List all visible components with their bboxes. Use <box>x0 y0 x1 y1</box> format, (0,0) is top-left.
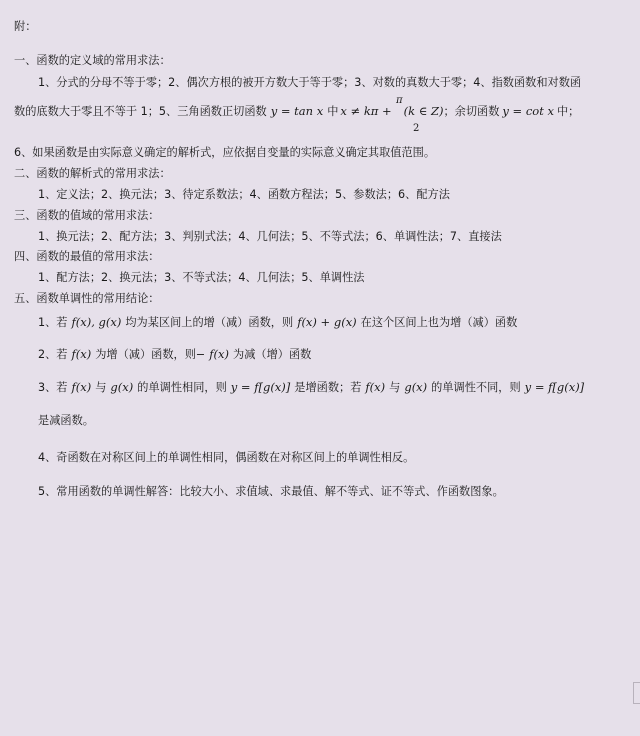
math-composite: y = f[g(x)] <box>230 380 291 394</box>
text: 2、若 <box>38 348 68 361</box>
text: 为减（增）函数 <box>233 348 312 361</box>
section-1-line-2 <box>14 104 579 119</box>
text: 1、若 <box>38 316 68 329</box>
text: 的单调性不同，则 <box>431 381 521 394</box>
math-f-plus-g: f(x) + g(x) <box>297 315 357 329</box>
math-g: g(x) <box>110 380 134 394</box>
text: 与 <box>389 381 401 394</box>
section-2-title: 二、函数的解析式的常用求法： <box>14 167 171 180</box>
section-4-items: 1、配方法；2、换元法；3、不等式法；4、几何法；5、单调性法 <box>38 271 365 284</box>
text: 数的底数大于零且不等于 1；5、三角函数正切函数 <box>14 105 267 118</box>
math-k-in-z: (k ∈ Z) <box>403 104 444 118</box>
page-edge-marker <box>633 682 640 704</box>
math-composite: y = f[g(x)] <box>524 380 585 394</box>
section-3-items: 1、换元法；2、配方法；3、判别式法；4、几何法；5、不等式法；6、单调性法；7、直接法 <box>38 230 502 243</box>
section-1-title: 一、函数的定义域的常用求法： <box>14 54 171 67</box>
text: 3、若 <box>38 381 68 394</box>
section-5-title: 五、函数单调性的常用结论： <box>14 292 160 305</box>
text: 的单调性相同，则 <box>137 381 227 394</box>
conclusion-4: 4、奇函数在对称区间上的单调性相同，偶函数在对称区间上的单调性相反。 <box>38 451 415 464</box>
math-x-neq: x ≠ kπ + <box>340 104 392 118</box>
math-f: f(x) <box>365 380 386 394</box>
text: 中 <box>327 105 339 118</box>
section-3-title: 三、函数的值域的常用求法： <box>14 209 160 222</box>
conclusion-2 <box>38 347 311 362</box>
appendix-header: 附： <box>14 20 37 33</box>
fraction-denominator: 2 <box>413 123 420 134</box>
math-f: f(x) <box>71 380 92 394</box>
text: 中； <box>556 105 580 118</box>
math-fg: f(x), g(x) <box>71 315 122 329</box>
math-tan: y = tan x <box>270 104 324 118</box>
conclusion-1 <box>38 315 517 330</box>
text: 为增（减）函数，则− <box>95 348 206 361</box>
fraction-numerator: π <box>396 95 403 106</box>
text: 是增函数；若 <box>294 381 362 394</box>
text: ；余切函数 <box>443 105 500 118</box>
section-2-items: 1、定义法；2、换元法；3、待定系数法；4、函数方程法；5、参数法；6、配方法 <box>38 188 450 201</box>
math-f: f(x) <box>71 347 92 361</box>
math-g: g(x) <box>404 380 428 394</box>
math-f: f(x) <box>209 347 229 361</box>
text: 均为某区间上的增（减）函数，则 <box>125 316 294 329</box>
section-4-title: 四、函数的最值的常用求法： <box>14 250 160 263</box>
conclusion-3-cont: 是减函数。 <box>38 414 94 427</box>
section-1-line-1: 1、分式的分母不等于零；2、偶次方根的被开方数大于等于零；3、对数的真数大于零；4、指数函数和对数函 <box>38 76 582 89</box>
text: 在这个区间上也为增（减）函数 <box>360 316 518 329</box>
math-cot: y = cot x <box>502 104 554 118</box>
conclusion-5: 5、常用函数的单调性解答：比较大小、求值域、求最值、解不等式、证不等式、作函数图象。 <box>38 485 504 498</box>
text: 与 <box>95 381 107 394</box>
section-1-line-3: 6、如果函数是由实际意义确定的解析式，应依据自变量的实际意义确定其取值范围。 <box>14 146 436 159</box>
conclusion-3 <box>38 380 584 395</box>
